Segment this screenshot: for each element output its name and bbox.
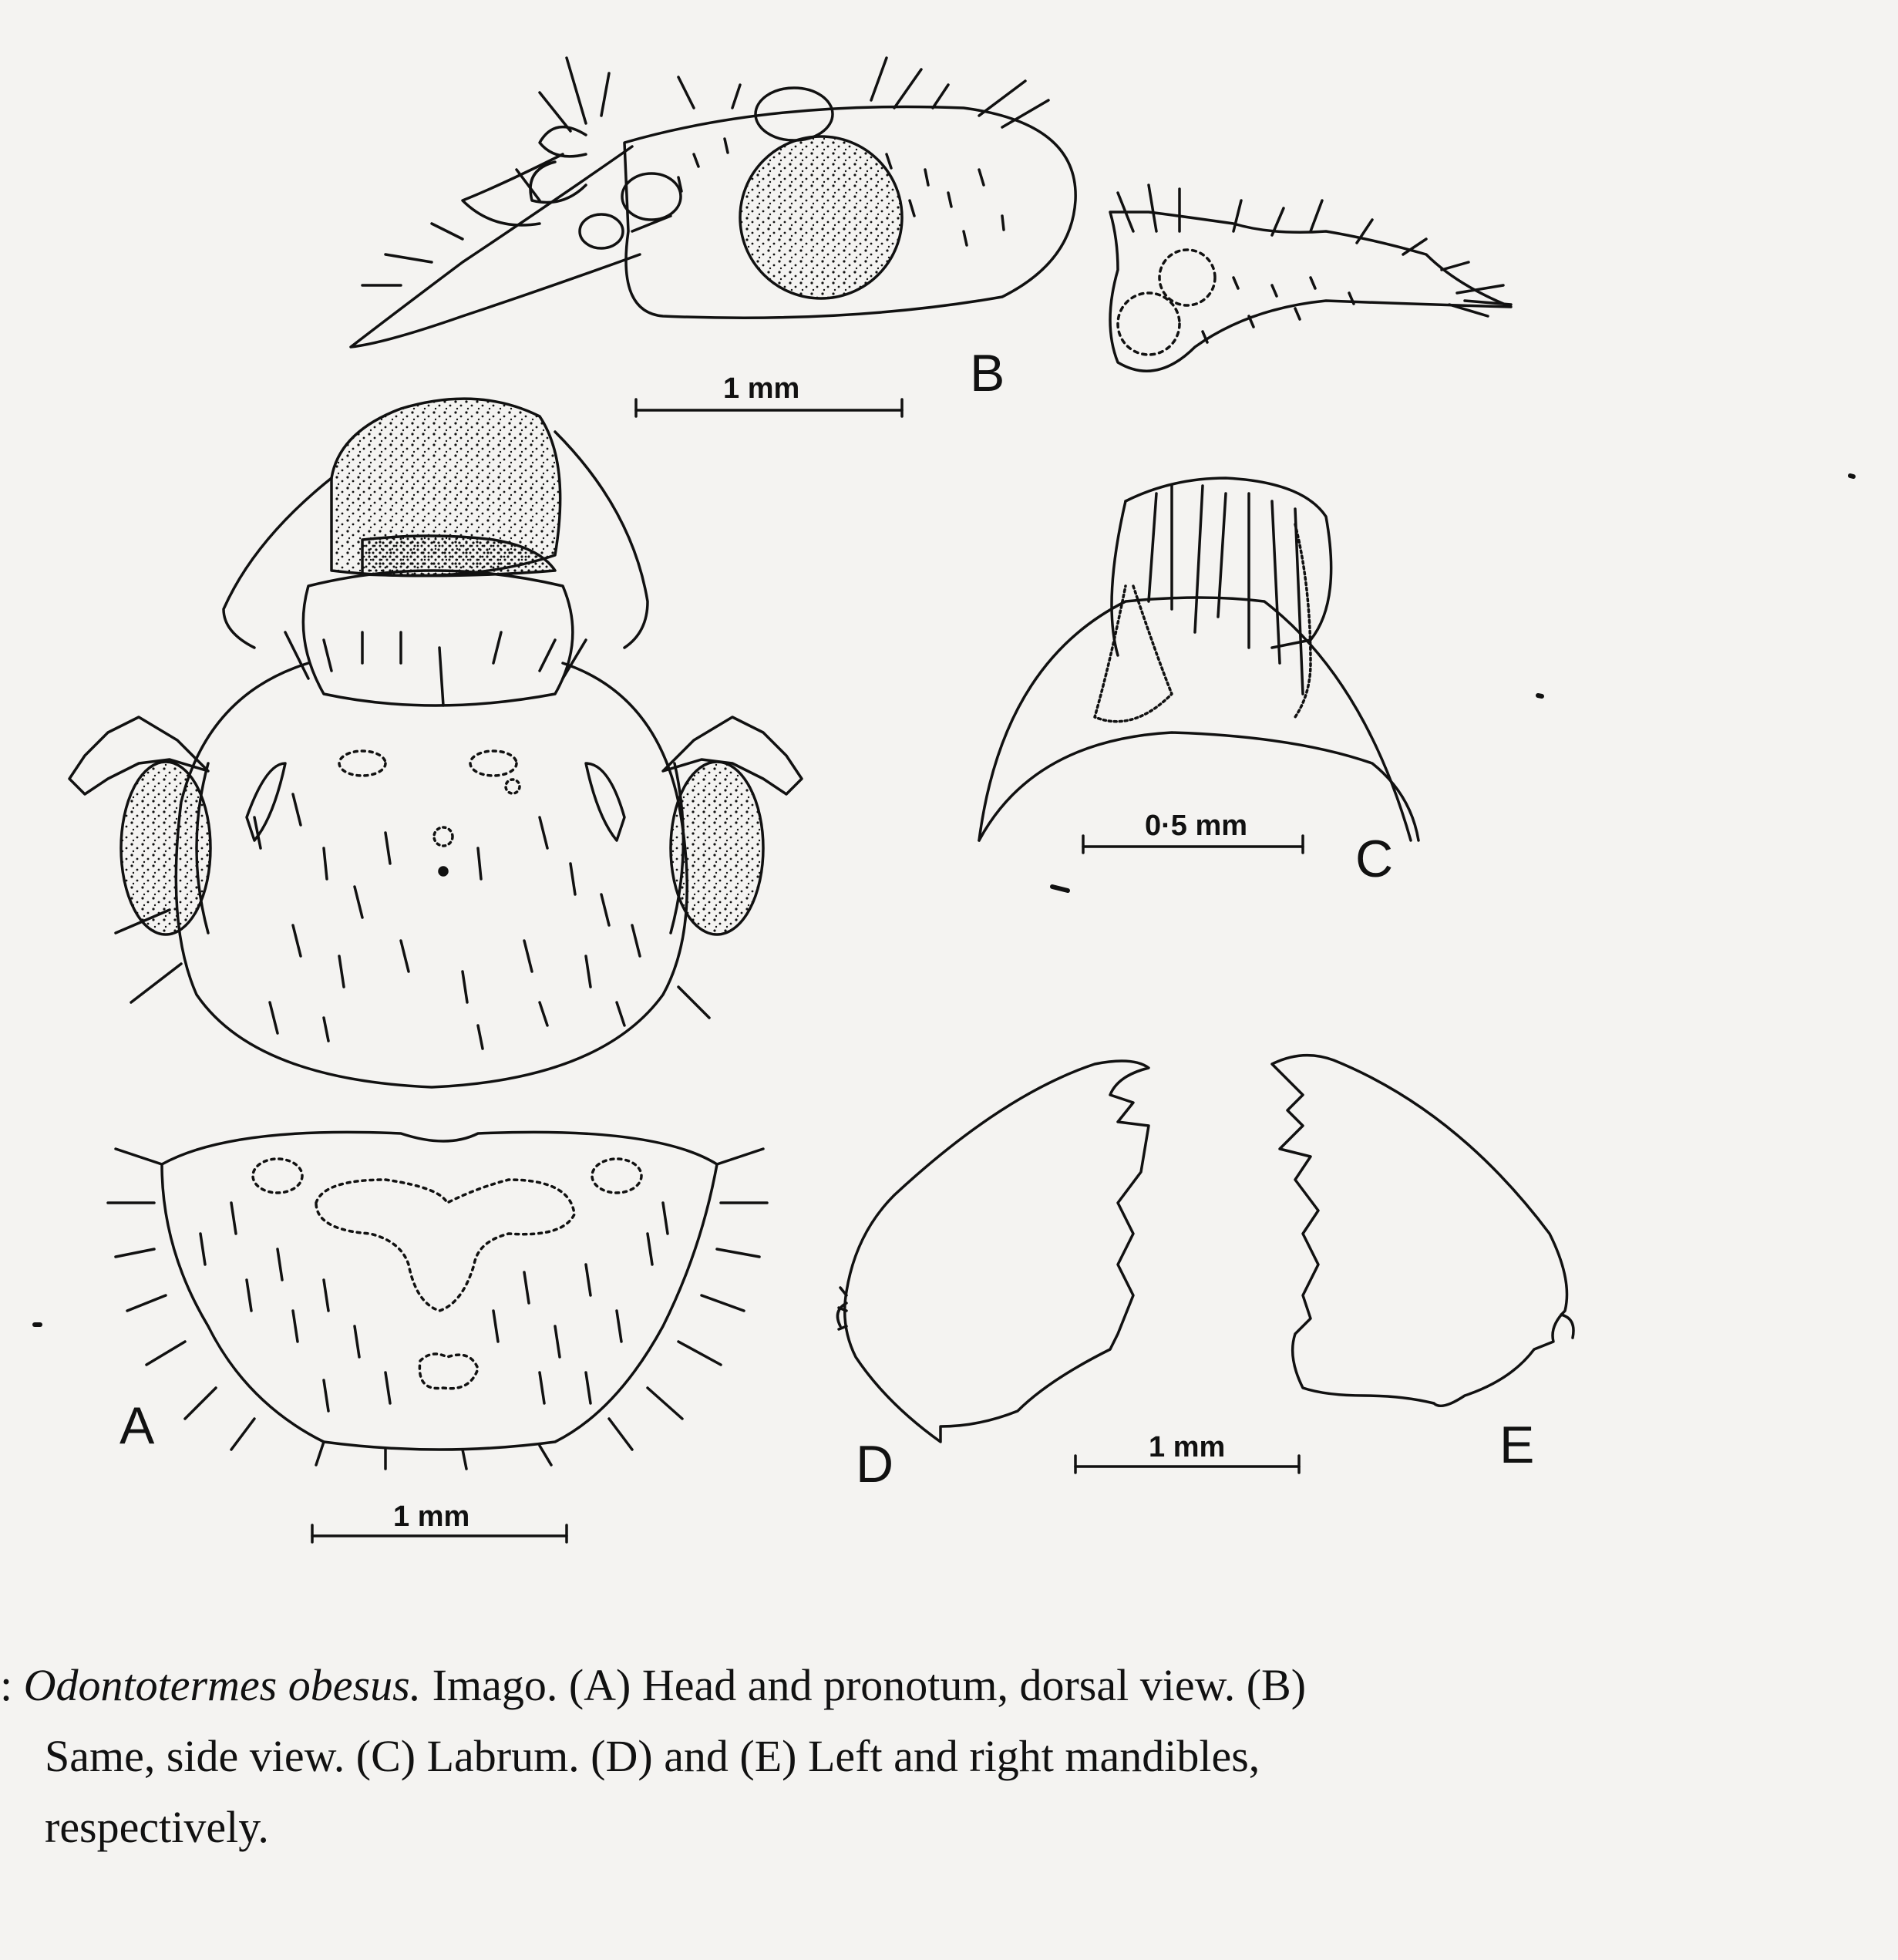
panel-b-head-side-view [351,58,1075,347]
panel-a-head-dorsal [69,399,802,1087]
panel-label-c: C [1355,830,1394,888]
caption-prefix: : [0,1660,24,1710]
scale-label-c: 0·5 mm [1145,810,1248,842]
panel-label-b: B [970,344,1005,402]
scale-label-b: 1 mm [723,372,800,405]
panel-e-right-mandible [1272,1056,1573,1406]
panel-d-left-mandible [837,1061,1149,1442]
caption-line-2: Same, side view. (C) Labrum. (D) and (E) Left and right mandibles, [45,1731,1260,1781]
figure-caption [0,1650,1850,1863]
scale-label-a: 1 mm [393,1500,470,1533]
panel-label-d: D [856,1435,894,1494]
panel-label-a: A [119,1396,155,1455]
caption-line-3: respectively. [45,1802,269,1852]
panel-c-labrum [979,478,1418,840]
panel-b-mandible-side [1110,185,1511,371]
scale-label-de: 1 mm [1149,1431,1226,1463]
caption-line-1-text: Imago. (A) Head and pronotum, dorsal view. (B) [421,1660,1307,1710]
caption-species: Odontotermes obesus. [23,1660,422,1710]
caption-line-1 [0,1650,1850,1721]
panel-label-e: E [1499,1416,1535,1474]
paper-specks [35,476,1853,1325]
panel-a-pronotum [108,1132,767,1469]
